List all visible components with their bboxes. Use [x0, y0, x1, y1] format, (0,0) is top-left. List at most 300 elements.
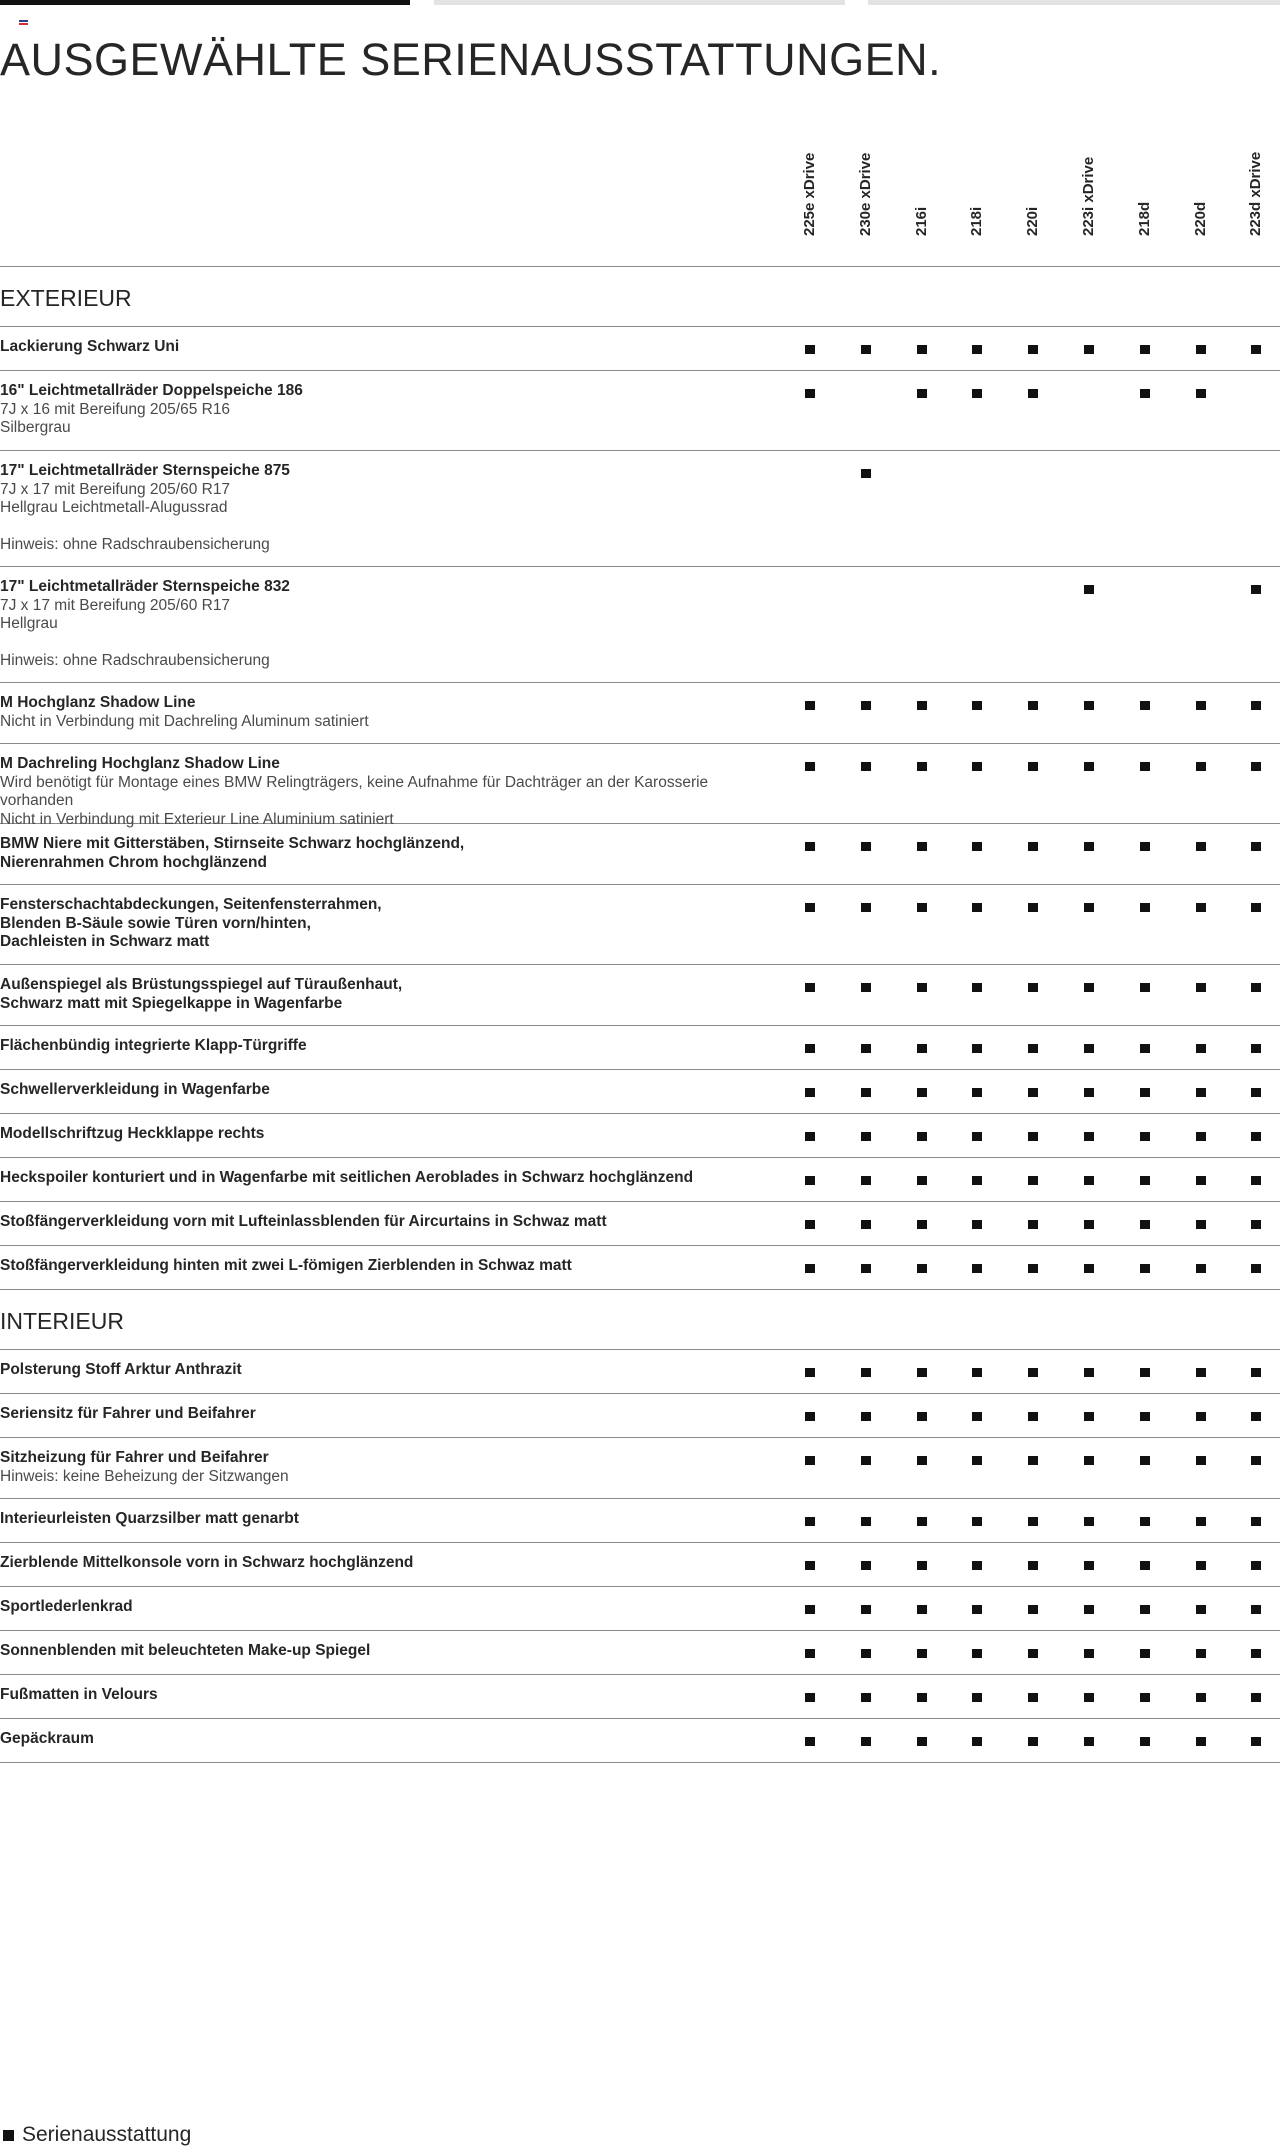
- standard-equipment-mark: [917, 1561, 927, 1570]
- standard-equipment-mark: [917, 1456, 927, 1465]
- standard-equipment-mark: [917, 903, 927, 912]
- feature-note: Hinweis: ohne Radschraubensicherung: [0, 651, 270, 669]
- table-row: [0, 683, 1280, 744]
- standard-equipment-mark: [805, 1517, 815, 1526]
- standard-equipment-mark: [1084, 983, 1094, 992]
- standard-equipment-mark: [1084, 903, 1094, 912]
- standard-equipment-mark: [805, 1132, 815, 1141]
- feature-label: [0, 694, 775, 731]
- empty-cell: [972, 469, 982, 478]
- standard-equipment-mark: [1196, 1264, 1206, 1273]
- standard-equipment-mark: [1084, 1368, 1094, 1377]
- legend: [3, 2123, 191, 2147]
- model-name: 218d: [1136, 201, 1153, 236]
- table-row: [0, 1158, 1280, 1202]
- standard-equipment-mark: [805, 1693, 815, 1702]
- table-row: [0, 1587, 1280, 1631]
- standard-equipment-mark: [1140, 701, 1150, 710]
- standard-equipment-mark: [861, 701, 871, 710]
- table-row: [0, 1438, 1280, 1499]
- standard-equipment-mark: [1140, 1220, 1150, 1229]
- standard-equipment-mark: [805, 1044, 815, 1053]
- standard-equipment-mark: [917, 762, 927, 771]
- standard-equipment-mark: [917, 1176, 927, 1185]
- standard-equipment-mark: [805, 983, 815, 992]
- feature-label: [0, 1257, 775, 1276]
- standard-equipment-mark: [972, 1605, 982, 1614]
- table-row: [0, 1350, 1280, 1394]
- standard-equipment-mark: [1028, 1088, 1038, 1097]
- feature-label: [0, 1598, 775, 1617]
- standard-equipment-mark: [1251, 1737, 1261, 1746]
- table-row: [0, 885, 1280, 965]
- standard-equipment-mark: [1084, 842, 1094, 851]
- standard-equipment-mark: [1140, 1044, 1150, 1053]
- standard-equipment-mark: [1140, 1456, 1150, 1465]
- feature-label: [0, 1510, 775, 1529]
- feature-label: [0, 1686, 775, 1705]
- flag-stripe: [19, 23, 28, 25]
- standard-equipment-mark: [1028, 1044, 1038, 1053]
- standard-equipment-mark: [805, 1561, 815, 1570]
- feature-detail: 7J x 16 mit Bereifung 205/65 R16: [0, 400, 231, 418]
- standard-equipment-mark: [1251, 1693, 1261, 1702]
- feature-name: Stoßfängerverkleidung vorn mit Lufteinlassblenden für Aircurtains in Schwaz matt: [0, 1213, 607, 1230]
- standard-equipment-mark: [805, 389, 815, 398]
- flag-stripe: [19, 20, 28, 22]
- model-column-header: [1023, 144, 1043, 254]
- standard-equipment-mark: [1028, 1693, 1038, 1702]
- standard-equipment-mark: [1084, 1132, 1094, 1141]
- standard-equipment-mark: [1196, 1456, 1206, 1465]
- standard-equipment-mark: [861, 1088, 871, 1097]
- feature-name: Seriensitz für Fahrer und Beifahrer: [0, 1405, 256, 1422]
- standard-equipment-mark: [1196, 389, 1206, 398]
- feature-name: Sonnenblenden mit beleuchteten Make-up Spiegel: [0, 1642, 371, 1659]
- feature-label: [0, 755, 775, 829]
- standard-equipment-mark: [1196, 1176, 1206, 1185]
- standard-equipment-mark: [805, 1176, 815, 1185]
- standard-equipment-mark: [917, 1220, 927, 1229]
- standard-equipment-mark: [917, 1132, 927, 1141]
- empty-cell: [861, 389, 871, 398]
- standard-equipment-mark: [1196, 903, 1206, 912]
- standard-equipment-mark: [972, 1176, 982, 1185]
- standard-equipment-mark: [1196, 762, 1206, 771]
- standard-equipment-mark: [1028, 1517, 1038, 1526]
- standard-equipment-mark: [805, 1088, 815, 1097]
- feature-name: Gepäckraum: [0, 1730, 94, 1747]
- feature-name: Nierenrahmen Chrom hochglänzend: [0, 853, 267, 871]
- feature-detail: Hinweis: keine Beheizung der Sitzwangen: [0, 1467, 289, 1485]
- standard-equipment-square-icon: [3, 2130, 14, 2141]
- standard-equipment-mark: [1084, 762, 1094, 771]
- standard-equipment-mark: [1028, 1412, 1038, 1421]
- standard-equipment-mark: [972, 1044, 982, 1053]
- standard-equipment-mark: [972, 1517, 982, 1526]
- standard-equipment-mark: [861, 345, 871, 354]
- standard-equipment-mark: [861, 1517, 871, 1526]
- progress-segment: [868, 0, 1280, 5]
- standard-equipment-mark: [1196, 1605, 1206, 1614]
- empty-cell: [1140, 585, 1150, 594]
- progress-segment: [434, 0, 845, 5]
- standard-equipment-mark: [1140, 1605, 1150, 1614]
- standard-equipment-mark: [972, 1693, 982, 1702]
- table-row: [0, 1202, 1280, 1246]
- standard-equipment-mark: [1196, 1517, 1206, 1526]
- feature-name: M Hochglanz Shadow Line: [0, 694, 196, 711]
- standard-equipment-mark: [1140, 1517, 1150, 1526]
- standard-equipment-mark: [1084, 345, 1094, 354]
- feature-name: Dachleisten in Schwarz matt: [0, 933, 210, 950]
- standard-equipment-mark: [1028, 1561, 1038, 1570]
- table-row: [0, 1719, 1280, 1763]
- model-name: 216i: [913, 206, 930, 236]
- standard-equipment-mark: [972, 1368, 982, 1377]
- standard-equipment-mark: [1251, 903, 1261, 912]
- standard-equipment-mark: [805, 345, 815, 354]
- standard-equipment-mark: [1196, 1649, 1206, 1658]
- empty-cell: [805, 469, 815, 478]
- feature-detail: Nicht in Verbindung mit Dachreling Aluminum satiniert: [0, 712, 369, 730]
- standard-equipment-mark: [972, 903, 982, 912]
- page-progress-bar: [0, 0, 1280, 5]
- standard-equipment-mark: [1196, 1412, 1206, 1421]
- standard-equipment-mark: [1196, 1132, 1206, 1141]
- standard-equipment-mark: [1251, 1561, 1261, 1570]
- standard-equipment-mark: [972, 389, 982, 398]
- standard-equipment-mark: [861, 983, 871, 992]
- feature-name: 17" Leichtmetallräder Sternspeiche 832: [0, 578, 290, 595]
- standard-equipment-mark: [1140, 345, 1150, 354]
- model-column-header: [967, 144, 987, 254]
- empty-cell: [1084, 389, 1094, 398]
- standard-equipment-mark: [972, 1561, 982, 1570]
- standard-equipment-mark: [1084, 1561, 1094, 1570]
- language-flag-icon[interactable]: [19, 20, 28, 27]
- feature-label: [0, 1730, 775, 1749]
- standard-equipment-mark: [805, 1456, 815, 1465]
- standard-equipment-mark: [1251, 1220, 1261, 1229]
- standard-equipment-mark: [917, 1605, 927, 1614]
- feature-label: [0, 1554, 775, 1573]
- standard-equipment-mark: [972, 1220, 982, 1229]
- standard-equipment-mark: [1196, 1368, 1206, 1377]
- standard-equipment-mark: [1084, 1220, 1094, 1229]
- standard-equipment-mark: [1251, 1368, 1261, 1377]
- standard-equipment-mark: [1251, 701, 1261, 710]
- table-row: [0, 451, 1280, 567]
- standard-equipment-mark: [1196, 701, 1206, 710]
- standard-equipment-mark: [861, 1561, 871, 1570]
- standard-equipment-mark: [1140, 842, 1150, 851]
- feature-detail: Wird benötigt für Montage eines BMW Relingträgers, keine Aufnahme für Dachträger an der Karosserie vorhanden: [0, 773, 709, 809]
- standard-equipment-mark: [972, 842, 982, 851]
- feature-label: [0, 1642, 775, 1661]
- standard-equipment-mark: [972, 1456, 982, 1465]
- table-row: [0, 965, 1280, 1026]
- standard-equipment-mark: [1140, 389, 1150, 398]
- standard-equipment-mark: [861, 903, 871, 912]
- standard-equipment-mark: [1140, 983, 1150, 992]
- table-row: [0, 327, 1280, 371]
- section-title: EXTERIEUR: [0, 267, 1280, 327]
- standard-equipment-mark: [1251, 345, 1261, 354]
- standard-equipment-mark: [1084, 1693, 1094, 1702]
- standard-equipment-mark: [917, 345, 927, 354]
- feature-detail: Hellgrau Leichtmetall-Alugussrad: [0, 499, 228, 516]
- feature-name: Fußmatten in Velours: [0, 1686, 158, 1703]
- standard-equipment-mark: [805, 1220, 815, 1229]
- standard-equipment-mark: [1028, 842, 1038, 851]
- standard-equipment-mark: [1140, 762, 1150, 771]
- empty-cell: [1196, 585, 1206, 594]
- standard-equipment-mark: [1251, 1605, 1261, 1614]
- model-column-header: [856, 144, 876, 254]
- standard-equipment-mark: [861, 1264, 871, 1273]
- feature-note: Hinweis: ohne Radschraubensicherung: [0, 535, 270, 553]
- standard-equipment-mark: [1084, 1176, 1094, 1185]
- standard-equipment-mark: [972, 983, 982, 992]
- standard-equipment-mark: [1028, 1649, 1038, 1658]
- standard-equipment-mark: [972, 1412, 982, 1421]
- standard-equipment-mark: [1084, 1044, 1094, 1053]
- standard-equipment-mark: [1028, 1220, 1038, 1229]
- feature-name: Stoßfängerverkleidung hinten mit zwei L-fömigen Zierblenden in Schwaz matt: [0, 1257, 572, 1274]
- feature-name: Schwarz matt mit Spiegelkappe in Wagenfarbe: [0, 994, 343, 1012]
- standard-equipment-mark: [1140, 1649, 1150, 1658]
- standard-equipment-mark: [972, 1088, 982, 1097]
- standard-equipment-mark: [1028, 1132, 1038, 1141]
- feature-detail: 7J x 17 mit Bereifung 205/60 R17: [0, 480, 231, 498]
- model-name: 223i xDrive: [1080, 156, 1097, 236]
- feature-name: 17" Leichtmetallräder Sternspeiche 875: [0, 462, 290, 479]
- standard-equipment-mark: [861, 762, 871, 771]
- feature-label: [0, 1213, 775, 1232]
- standard-equipment-mark: [805, 903, 815, 912]
- table-row: [0, 1394, 1280, 1438]
- standard-equipment-mark: [917, 1649, 927, 1658]
- standard-equipment-mark: [1251, 585, 1261, 594]
- standard-equipment-mark: [1140, 1412, 1150, 1421]
- empty-cell: [1028, 585, 1038, 594]
- standard-equipment-mark: [861, 1132, 871, 1141]
- feature-name: M Dachreling Hochglanz Shadow Line: [0, 755, 280, 772]
- standard-equipment-mark: [1084, 1649, 1094, 1658]
- standard-equipment-mark: [1196, 1693, 1206, 1702]
- standard-equipment-mark: [805, 1649, 815, 1658]
- standard-equipment-mark: [861, 1693, 871, 1702]
- table-row: [0, 1070, 1280, 1114]
- model-name: 218i: [968, 206, 985, 236]
- standard-equipment-mark: [861, 1176, 871, 1185]
- standard-equipment-mark: [861, 842, 871, 851]
- standard-equipment-mark: [1196, 345, 1206, 354]
- feature-name: BMW Niere mit Gitterstäben, Stirnseite Schwarz hochglänzend,: [0, 835, 465, 852]
- standard-equipment-mark: [805, 1264, 815, 1273]
- standard-equipment-mark: [1251, 1132, 1261, 1141]
- model-column-header: [1191, 144, 1211, 254]
- standard-equipment-mark: [1251, 1456, 1261, 1465]
- model-name: 230e xDrive: [857, 152, 874, 236]
- standard-equipment-mark: [917, 1693, 927, 1702]
- standard-equipment-mark: [805, 1368, 815, 1377]
- standard-equipment-mark: [805, 1605, 815, 1614]
- equipment-table: [0, 267, 1280, 1763]
- standard-equipment-mark: [1140, 1088, 1150, 1097]
- standard-equipment-mark: [917, 1517, 927, 1526]
- model-column-header: [912, 144, 932, 254]
- table-row: [0, 744, 1280, 828]
- empty-cell: [805, 585, 815, 594]
- standard-equipment-mark: [972, 1649, 982, 1658]
- standard-equipment-mark: [1084, 701, 1094, 710]
- empty-cell: [917, 469, 927, 478]
- standard-equipment-mark: [972, 701, 982, 710]
- feature-label: [0, 1125, 775, 1144]
- feature-name: Polsterung Stoff Arktur Anthrazit: [0, 1361, 242, 1378]
- standard-equipment-mark: [861, 1220, 871, 1229]
- empty-cell: [1028, 469, 1038, 478]
- feature-name: Fensterschachtabdeckungen, Seitenfensterrahmen,: [0, 896, 382, 913]
- standard-equipment-mark: [917, 1368, 927, 1377]
- feature-label: [0, 835, 775, 872]
- feature-label: [0, 1037, 775, 1056]
- standard-equipment-mark: [1084, 1605, 1094, 1614]
- model-column-header: [800, 144, 820, 254]
- standard-equipment-mark: [1084, 1264, 1094, 1273]
- standard-equipment-mark: [861, 1044, 871, 1053]
- table-row: [0, 1675, 1280, 1719]
- feature-name: Sportlederlenkrad: [0, 1598, 133, 1615]
- progress-segment: [0, 0, 410, 5]
- standard-equipment-mark: [972, 1737, 982, 1746]
- standard-equipment-mark: [861, 1605, 871, 1614]
- standard-equipment-mark: [1028, 1176, 1038, 1185]
- feature-label: [0, 338, 775, 357]
- standard-equipment-mark: [861, 1737, 871, 1746]
- standard-equipment-mark: [1196, 1737, 1206, 1746]
- empty-cell: [917, 585, 927, 594]
- standard-equipment-mark: [1028, 345, 1038, 354]
- feature-name: Interieurleisten Quarzsilber matt genarbt: [0, 1510, 299, 1527]
- model-name: 220i: [1024, 206, 1041, 236]
- standard-equipment-mark: [1251, 1044, 1261, 1053]
- table-row: [0, 1631, 1280, 1675]
- standard-equipment-mark: [1251, 762, 1261, 771]
- empty-cell: [1196, 469, 1206, 478]
- empty-cell: [861, 585, 871, 594]
- feature-label: [0, 462, 775, 554]
- standard-equipment-mark: [1196, 842, 1206, 851]
- page-title: AUSGEWÄHLTE SERIENAUSSTATTUNGEN.: [0, 34, 942, 85]
- standard-equipment-mark: [1196, 1044, 1206, 1053]
- standard-equipment-mark: [1251, 1412, 1261, 1421]
- standard-equipment-mark: [1028, 762, 1038, 771]
- standard-equipment-mark: [1196, 1220, 1206, 1229]
- standard-equipment-mark: [805, 762, 815, 771]
- standard-equipment-mark: [917, 1737, 927, 1746]
- feature-name: Heckspoiler konturiert und in Wagenfarbe mit seitlichen Aeroblades in Schwarz hochglänzend: [0, 1169, 694, 1186]
- feature-label: [0, 1449, 775, 1486]
- table-row: [0, 1246, 1280, 1290]
- feature-label: [0, 976, 775, 1013]
- standard-equipment-mark: [861, 1412, 871, 1421]
- empty-cell: [1251, 389, 1261, 398]
- standard-equipment-mark: [1084, 585, 1094, 594]
- standard-equipment-mark: [917, 389, 927, 398]
- standard-equipment-mark: [1084, 1456, 1094, 1465]
- feature-name: Flächenbündig integrierte Klapp-Türgriffe: [0, 1037, 307, 1054]
- model-name: 223d xDrive: [1247, 151, 1264, 236]
- feature-label: [0, 1361, 775, 1380]
- standard-equipment-mark: [861, 1649, 871, 1658]
- standard-equipment-mark: [917, 983, 927, 992]
- table-row: [0, 567, 1280, 683]
- feature-label: [0, 382, 775, 438]
- standard-equipment-mark: [805, 701, 815, 710]
- feature-name: Außenspiegel als Brüstungsspiegel auf Türaußenhaut,: [0, 976, 403, 993]
- model-column-headers: [0, 150, 1280, 268]
- feature-name: Sitzheizung für Fahrer und Beifahrer: [0, 1449, 269, 1466]
- empty-cell: [1251, 469, 1261, 478]
- standard-equipment-mark: [1140, 1176, 1150, 1185]
- model-column-header: [1246, 144, 1266, 254]
- feature-detail: Hellgrau: [0, 615, 58, 632]
- standard-equipment-mark: [1084, 1088, 1094, 1097]
- standard-equipment-mark: [861, 1368, 871, 1377]
- empty-cell: [1140, 469, 1150, 478]
- standard-equipment-mark: [1028, 389, 1038, 398]
- standard-equipment-mark: [1084, 1412, 1094, 1421]
- standard-equipment-mark: [1251, 983, 1261, 992]
- standard-equipment-mark: [1028, 1456, 1038, 1465]
- table-row: [0, 1543, 1280, 1587]
- standard-equipment-mark: [1028, 1264, 1038, 1273]
- standard-equipment-mark: [805, 842, 815, 851]
- standard-equipment-mark: [1251, 1517, 1261, 1526]
- model-column-header: [1079, 144, 1099, 254]
- feature-name: Lackierung Schwarz Uni: [0, 338, 180, 355]
- standard-equipment-mark: [1140, 903, 1150, 912]
- standard-equipment-mark: [1084, 1737, 1094, 1746]
- feature-label: [0, 1169, 775, 1188]
- standard-equipment-mark: [1028, 1368, 1038, 1377]
- feature-label: [0, 1081, 775, 1100]
- table-row: [0, 1026, 1280, 1070]
- feature-detail: Nicht in Verbindung mit Exterieur Line Aluminium satiniert: [0, 810, 394, 828]
- table-row: [0, 1499, 1280, 1543]
- feature-label: [0, 896, 775, 952]
- standard-equipment-mark: [861, 469, 871, 478]
- feature-name: Modellschriftzug Heckklappe rechts: [0, 1125, 265, 1142]
- standard-equipment-mark: [1140, 1132, 1150, 1141]
- standard-equipment-mark: [1084, 1517, 1094, 1526]
- section-title: INTERIEUR: [0, 1290, 1280, 1350]
- standard-equipment-mark: [1251, 1088, 1261, 1097]
- legend-label: Serienausstattung: [22, 2123, 192, 2146]
- standard-equipment-mark: [972, 1132, 982, 1141]
- feature-name: Schwellerverkleidung in Wagenfarbe: [0, 1081, 270, 1098]
- standard-equipment-mark: [1140, 1264, 1150, 1273]
- standard-equipment-mark: [917, 701, 927, 710]
- standard-equipment-mark: [917, 1412, 927, 1421]
- standard-equipment-mark: [1028, 983, 1038, 992]
- feature-label: [0, 1405, 775, 1424]
- standard-equipment-mark: [917, 1044, 927, 1053]
- feature-name: Blenden B-Säule sowie Türen vorn/hinten,: [0, 914, 311, 932]
